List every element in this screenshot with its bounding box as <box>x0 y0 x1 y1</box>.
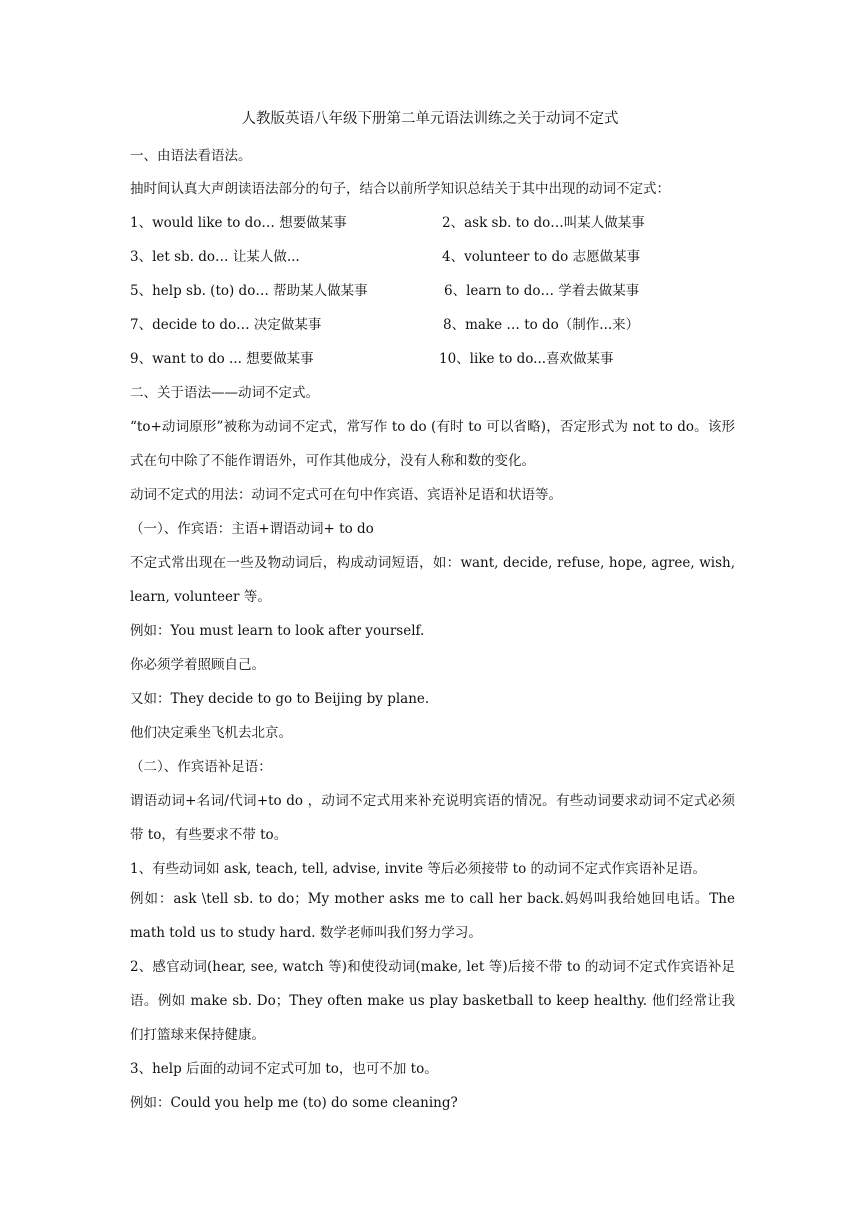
sub2-paragraph: 谓语动词+名词/代词+to do ，动词不定式用来补充说明宾语的情况。有些动词要求动词不定式必须带 to，有些要求不带 to。 <box>130 793 735 843</box>
document-title: 人教版英语八年级下册第二单元语法训练之关于动词不定式 <box>241 111 619 127</box>
phrase-item: 7、decide to do… 决定做某事 <box>130 317 322 333</box>
phrase-item: 4、volunteer to do 志愿做某事 <box>442 249 641 265</box>
phrase-row <box>130 314 735 336</box>
phrase-item: 8、make … to do（制作...来） <box>443 317 640 333</box>
phrase-item: 6、learn to do… 学着去做某事 <box>444 283 640 299</box>
section1-intro: 抽时间认真大声朗读语法部分的句子，结合以前所学知识总结关于其中出现的动词不定式： <box>130 181 670 197</box>
example2-en: 又如：They decide to go to Beijing by plane. <box>130 691 430 707</box>
phrase-item: 9、want to do ... 想要做某事 <box>130 351 314 367</box>
sub1-heading: （一）、作宾语：主语+谓语动词+ to do <box>130 521 374 537</box>
rule3: 3、help 后面的动词不定式可加 to，也可不加 to。 <box>130 1061 438 1077</box>
sub2-heading: （二）、作宾语补足语： <box>130 759 272 775</box>
rule3-example: 例如：Could you help me (to) do some cleaning? <box>130 1095 458 1111</box>
example1-en: 例如：You must learn to look after yourself. <box>130 623 425 639</box>
phrase-item: 2、ask sb. to do…叫某人做某事 <box>442 215 645 231</box>
rule1: 1、有些动词如 ask, teach, tell, advise, invite 等后必须接带 to 的动词不定式作宾语补足语。 <box>130 861 706 877</box>
section2-heading: 二、关于语法——动词不定式。 <box>130 385 319 401</box>
phrase-row <box>130 212 735 234</box>
rule2: 2、感官动词(hear, see, watch 等)和使役动词(make, let 等)后接不带 to 的动词不定式作宾语补足语。例如 make sb. Do；They often make us play basketball to keep healthy. 他们经常让我们打篮球来保持健康。 <box>130 959 735 1043</box>
section1-heading: 一、由语法看语法。 <box>130 148 252 164</box>
phrase-item: 1、would like to do… 想要做某事 <box>130 215 347 231</box>
example1-cn: 你必须学着照顾自己。 <box>130 657 265 673</box>
example2-cn: 他们决定乘坐飞机去北京。 <box>130 725 292 741</box>
usage-paragraph: 动词不定式的用法：动词不定式可在句中作宾语、宾语补足语和状语等。 <box>130 487 562 503</box>
phrase-row <box>130 246 735 268</box>
sub1-paragraph: 不定式常出现在一些及物动词后，构成动词短语，如：want, decide, refuse, hope, agree, wish, learn, volunteer 等。 <box>130 555 735 605</box>
phrase-item: 10、like to do...喜欢做某事 <box>439 351 614 367</box>
phrase-item: 5、help sb. (to) do… 帮助某人做某事 <box>130 283 368 299</box>
phrase-row <box>130 348 735 370</box>
definition-paragraph: “to+动词原形”被称为动词不定式，常写作 to do (有时 to 可以省略)，否定形式为 not to do。该形式在句中除了不能作谓语外，可作其他成分，没有人称和数的变化。 <box>130 419 735 469</box>
phrase-row <box>130 280 735 302</box>
phrase-item: 3、let sb. do… 让某人做... <box>130 249 300 265</box>
rule1-example: 例如：ask \tell sb. to do；My mother asks me to call her back.妈妈叫我给她回电话。The math told us to study hard. 数学老师叫我们努力学习。 <box>130 891 735 941</box>
